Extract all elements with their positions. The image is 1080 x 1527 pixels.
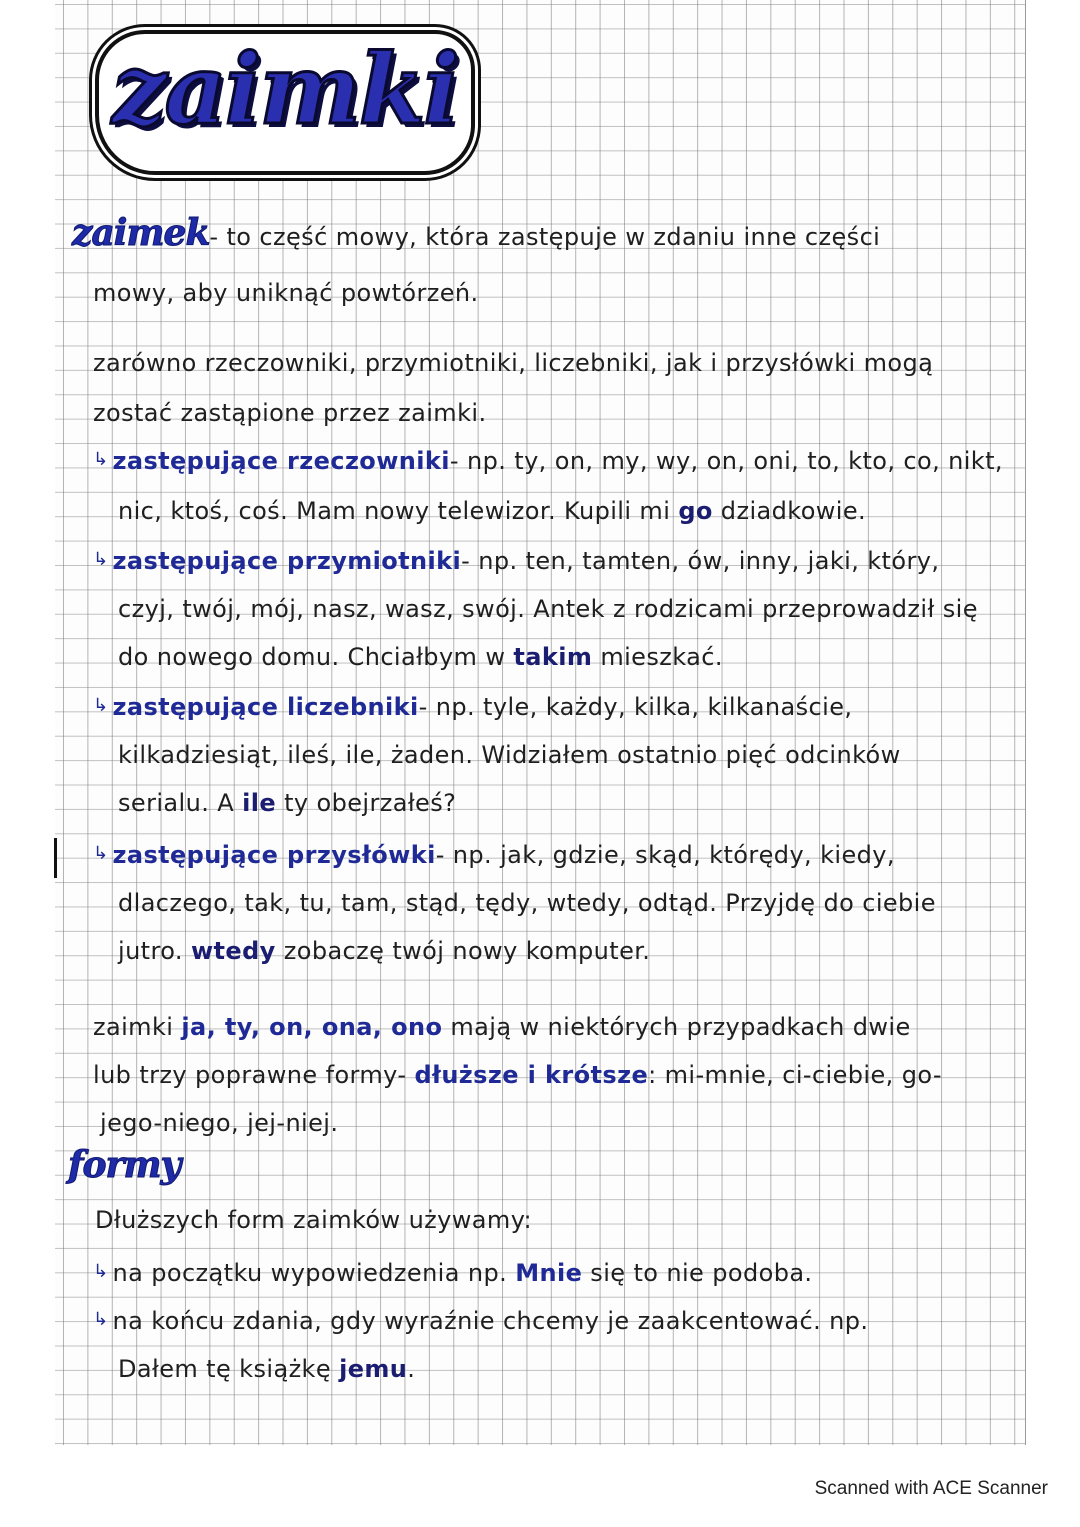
highlighted-pronoun: jemu	[339, 1355, 408, 1383]
definition-text-1: - to część mowy, która zastępuje w zdaniu inne części	[209, 223, 881, 251]
category-adverbs-line-2: dlaczego, tak, tu, tam, stąd, tędy, wtedy, odtąd. Przyjdę do ciebie	[118, 889, 936, 917]
category-adjectives-line-3	[118, 642, 723, 672]
category-adverbs-line-3	[118, 936, 650, 966]
note-text: zaimki	[93, 1013, 182, 1041]
highlighted-pronoun: wtedy	[190, 937, 276, 965]
item-text: na początku wypowiedzenia np.	[112, 1259, 516, 1287]
example-text: do nowego domu. Chciałbym w	[118, 643, 514, 671]
category-numerals-line-2: kilkadziesiąt, ileś, ile, żaden. Widziałem ostatnio pięć odcinków	[118, 741, 901, 769]
category-adjectives-line-1	[93, 546, 939, 579]
example-text: dziadkowie.	[712, 497, 867, 525]
definition-term: zaimek	[72, 212, 210, 254]
section-heading-formy	[68, 1144, 181, 1186]
formy-item-2-line-1	[93, 1306, 868, 1339]
highlighted-pronouns: ja, ty, on, ona, ono	[181, 1013, 443, 1041]
forms-note-line-1	[93, 1012, 911, 1042]
category-label: zastępujące rzeczowniki	[112, 447, 450, 475]
item-text: .	[407, 1355, 416, 1383]
highlighted-term: dłuższe i krótsze	[414, 1061, 649, 1089]
example-text: nic, ktoś, coś. Mam nowy telewizor. Kupili mi	[118, 497, 679, 525]
bullet-arrow-icon: ↳	[93, 1309, 109, 1330]
note-text: mają w niektórych przypadkach dwie	[442, 1013, 911, 1041]
intro-line-1: zarówno rzeczowniki, przymiotniki, liczebniki, jak i przysłówki mogą	[93, 349, 934, 377]
page-title-lettering	[95, 30, 475, 175]
category-adjectives-line-2: czyj, twój, mój, nasz, wasz, swój. Antek z rodzicami przeprowadził się	[118, 595, 978, 623]
category-examples: - np. ten, tamten, ów, inny, jaki, który,	[461, 547, 940, 575]
note-text: : mi-mnie, ci-ciebie, go-	[648, 1061, 942, 1089]
forms-note-line-3: jego-niego, jej-niej.	[100, 1109, 339, 1137]
category-numerals-line-3	[118, 788, 456, 818]
intro-line-2: zostać zastąpione przez zaimki.	[93, 399, 487, 427]
category-examples: - np. jak, gdzie, skąd, którędy, kiedy,	[435, 841, 895, 869]
bullet-arrow-icon: ↳	[93, 695, 109, 716]
item-text: się to nie podoba.	[582, 1259, 813, 1287]
formy-intro: Dłuższych form zaimków używamy:	[95, 1206, 533, 1234]
highlighted-pronoun: ile	[242, 789, 277, 817]
category-examples: - np. tyle, każdy, kilka, kilkanaście,	[418, 693, 853, 721]
highlighted-pronoun: Mnie	[515, 1259, 583, 1287]
category-label: zastępujące liczebniki	[112, 693, 419, 721]
highlighted-pronoun: takim	[513, 643, 593, 671]
bullet-arrow-icon: ↳	[93, 449, 109, 470]
example-text: mieszkać.	[592, 643, 723, 671]
definition-line-2: mowy, aby uniknąć powtórzeń.	[93, 279, 479, 307]
item-text: Dałem tę książkę	[118, 1355, 340, 1383]
category-label: zastępujące przymiotniki	[112, 547, 462, 575]
category-nouns-line-2	[118, 496, 866, 526]
scanner-watermark: Scanned with ACE Scanner	[814, 1478, 1048, 1499]
category-adverbs-line-1	[93, 840, 895, 873]
definition-line-1	[72, 212, 881, 254]
formy-item-2-line-2	[118, 1354, 415, 1384]
page-title: zaimki	[112, 33, 458, 146]
note-text: lub trzy poprawne formy-	[93, 1061, 415, 1089]
category-nouns-line-1	[93, 446, 1003, 479]
formy-item-1	[93, 1258, 812, 1291]
forms-note-line-2	[93, 1060, 942, 1090]
category-examples: - np. ty, on, my, wy, on, oni, to, kto, co, nikt,	[449, 447, 1003, 475]
item-text: na końcu zdania, gdy wyraźnie chcemy je zaakcentować. np.	[112, 1307, 869, 1335]
example-text: jutro.	[118, 937, 191, 965]
example-text: serialu. A	[118, 789, 243, 817]
example-text: ty obejrzałeś?	[276, 789, 457, 817]
category-label: zastępujące przysłówki	[112, 841, 436, 869]
margin-pen-mark	[54, 838, 57, 878]
bullet-arrow-icon: ↳	[93, 1261, 109, 1282]
section-heading-text: formy	[68, 1144, 181, 1186]
bullet-arrow-icon: ↳	[93, 843, 109, 864]
highlighted-pronoun: go	[678, 497, 713, 525]
example-text: zobaczę twój nowy komputer.	[275, 937, 651, 965]
category-numerals-line-1	[93, 692, 852, 725]
bullet-arrow-icon: ↳	[93, 549, 109, 570]
